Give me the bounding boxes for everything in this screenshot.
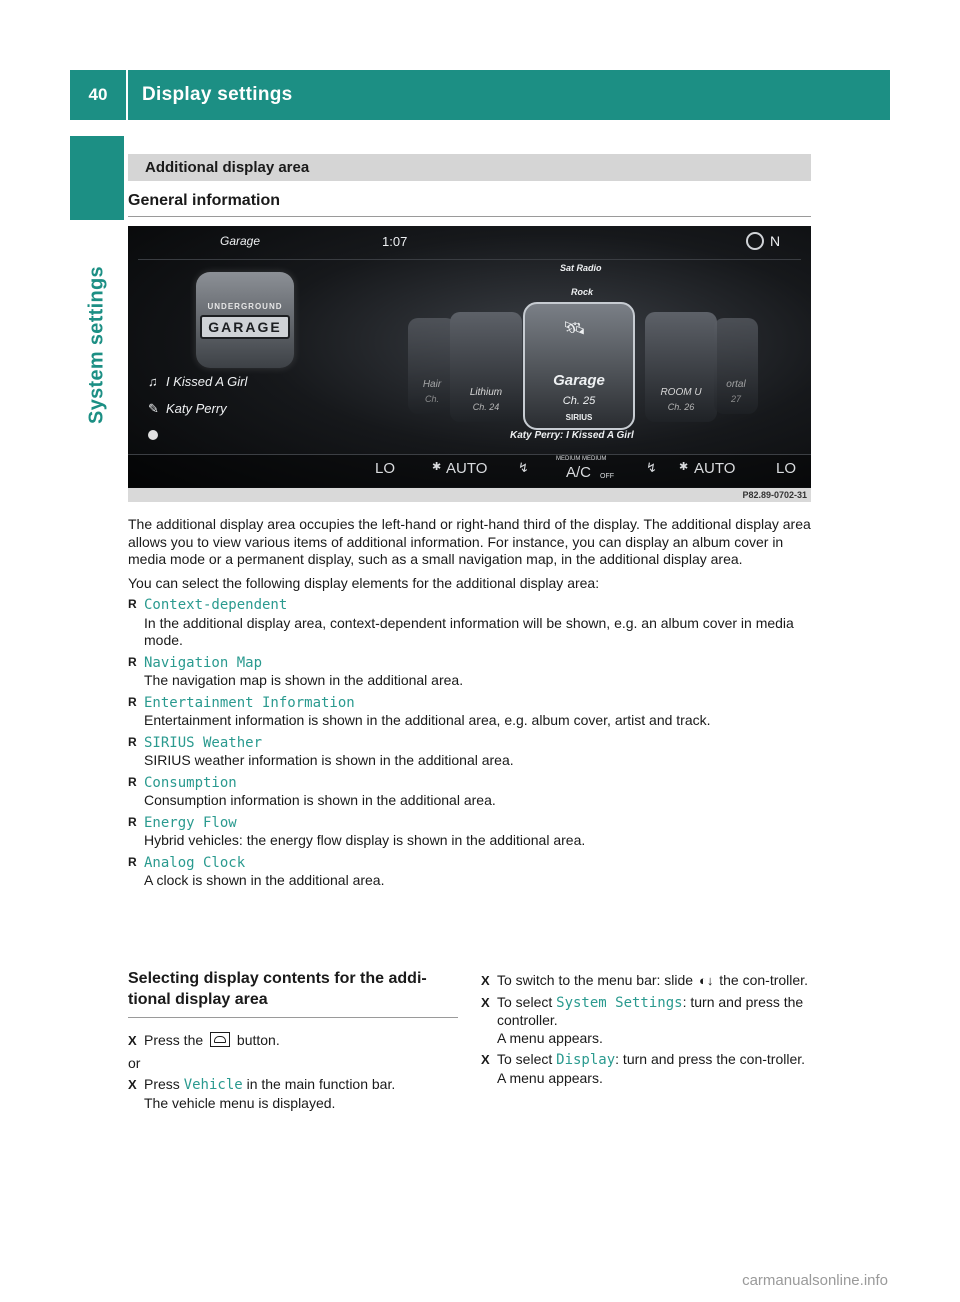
logo-small-text: UNDERGROUND — [207, 301, 283, 311]
active-channel-card[interactable] — [523, 302, 635, 430]
side-chapter-label: System settings — [85, 266, 108, 424]
menu-item-display: Display — [556, 1052, 616, 1068]
option-description: SIRIUS weather information is shown in the additional area. — [144, 752, 514, 768]
main-content — [128, 154, 811, 894]
fan-icon-right: ✱ — [679, 461, 689, 473]
right-column — [481, 972, 811, 1087]
channel-card[interactable] — [714, 318, 758, 414]
channel-number: Ch. — [424, 394, 439, 404]
page-number: 40 — [70, 70, 128, 120]
display-screenshot — [128, 226, 811, 502]
list-item — [128, 694, 811, 730]
left-column — [128, 968, 458, 1112]
screen-category: Sat Radio — [560, 263, 602, 273]
option-name: SIRIUS Weather — [144, 734, 263, 751]
step-result: The vehicle menu is displayed. — [144, 1094, 336, 1111]
menu-item-system-settings: System Settings — [556, 994, 683, 1011]
channel-card[interactable] — [645, 312, 717, 422]
step-text: To select — [497, 993, 553, 1010]
channel-card[interactable] — [450, 312, 522, 422]
compass-icon — [746, 232, 764, 250]
logo-large-text: GARAGE — [200, 315, 289, 339]
step-text: the con-troller. — [719, 972, 808, 988]
list-item — [128, 654, 811, 690]
instruction-step — [128, 1076, 458, 1112]
section-title: Additional display area — [128, 154, 811, 181]
option-name: Analog Clock — [144, 854, 246, 871]
fan-icon: ✱ — [432, 461, 442, 473]
channel-card[interactable] — [408, 318, 456, 414]
menu-item-vehicle: Vehicle — [183, 1077, 243, 1093]
disc-icon — [148, 430, 158, 440]
intro-paragraph: The additional display area occupies the left-hand or right-hand third of the display. The additional display area allows you to view various items of additional information. For instance, you can display an album cover in media mode or a permanent display, such as a small navigation map, in the additional display area. — [128, 516, 811, 567]
channel-number: 27 — [730, 394, 741, 404]
display-element-list — [128, 596, 811, 890]
channel-name: ortal — [726, 379, 746, 390]
song-title: I Kissed A Girl — [166, 374, 248, 389]
watermark: carmanualsonline.info — [742, 1272, 888, 1289]
list-item — [128, 814, 811, 850]
option-description: A clock is shown in the additional area. — [144, 872, 385, 888]
screen-time: 1:07 — [382, 234, 408, 249]
step-result: A menu appears. — [497, 1029, 603, 1046]
step-text: Press the — [144, 1032, 204, 1048]
channel-name: ROOM U — [660, 387, 702, 398]
artist-icon: ✎ — [148, 401, 159, 416]
airflow-icon-right[interactable]: ↯ — [646, 460, 657, 475]
option-name: Entertainment Information — [144, 694, 355, 711]
sirius-brand: SIRIUS — [565, 413, 593, 422]
side-tab — [70, 136, 124, 220]
option-description: The navigation map is shown in the additional area. — [144, 672, 464, 688]
step-result: A menu appears. — [497, 1069, 603, 1086]
option-description: Consumption information is shown in the additional area. — [144, 792, 496, 808]
subsection-title-line: Selecting display contents for the addi- — [128, 970, 427, 987]
ac-level-label: MEDIUM MEDIUM — [556, 456, 607, 462]
channel-number: Ch. 26 — [667, 402, 695, 412]
music-note-icon: ♫ — [148, 374, 158, 389]
or-text: or — [128, 1054, 141, 1071]
controller-slide-down-icon: ◐↓ — [699, 973, 714, 988]
subsection-title: General information — [128, 192, 811, 217]
list-item — [128, 774, 811, 810]
option-description: In the additional display area, context-dependent information will be shown, e.g. an album cover in media mode. — [144, 614, 794, 648]
channel-name: Lithium — [469, 387, 503, 398]
right-climate-mode[interactable]: AUTO — [694, 460, 736, 477]
screen-divider — [138, 259, 801, 260]
step-text: : turn and press the con-troller. — [615, 1051, 806, 1067]
option-name: Consumption — [144, 774, 237, 791]
ac-off-label: OFF — [600, 473, 614, 480]
instruction-step — [481, 972, 811, 990]
left-temp[interactable]: LO — [375, 460, 396, 477]
step-text: : turn and press the controller. — [497, 993, 804, 1028]
option-description: Hybrid vehicles: the energy flow display is shown in the additional area. — [144, 832, 586, 848]
screen-genre: Rock — [571, 287, 594, 297]
list-item — [128, 596, 811, 650]
option-name: Energy Flow — [144, 814, 237, 831]
step-text: To switch to the menu bar: slide — [497, 972, 694, 988]
option-name: Context-dependent — [144, 597, 288, 613]
instruction-step — [128, 1032, 458, 1050]
figure-reference: P82.89-0702-31 — [128, 488, 811, 502]
intro-paragraph: You can select the following display elements for the additional display area: — [128, 574, 600, 591]
step-text: Press — [144, 1076, 180, 1092]
subsection-title-selecting — [128, 968, 458, 1018]
artist-name: Katy Perry — [166, 401, 227, 416]
album-cover — [196, 272, 294, 368]
step-text: in the main function bar. — [246, 1076, 396, 1092]
active-channel-name: Garage — [553, 372, 605, 389]
left-climate-mode[interactable]: AUTO — [446, 460, 488, 477]
option-description: Entertainment information is shown in the additional area, e.g. album cover, artist and track. — [144, 712, 711, 728]
instruction-step — [481, 1051, 811, 1087]
page-header — [70, 70, 890, 120]
right-temp[interactable]: LO — [776, 460, 797, 477]
satellite-icon: 🛰︎ — [563, 318, 586, 338]
channel-number: Ch. 24 — [472, 402, 500, 412]
step-text: To select — [497, 1051, 553, 1067]
option-name: Navigation Map — [144, 654, 263, 671]
airflow-icon[interactable]: ↯ — [518, 460, 529, 475]
step-text: button. — [236, 1032, 280, 1048]
ac-button[interactable]: A/C — [566, 464, 592, 481]
channel-name: Hair — [422, 379, 442, 390]
vehicle-button-icon — [210, 1032, 230, 1047]
list-item — [128, 854, 811, 890]
instruction-step — [481, 994, 811, 1048]
chapter-title: Display settings — [142, 84, 293, 105]
compass-heading: N — [770, 233, 781, 249]
screen-source-label: Garage — [220, 234, 261, 248]
subsection-title-line: tional display area — [128, 991, 268, 1008]
active-channel-number: Ch. 25 — [562, 395, 596, 407]
list-item — [128, 734, 811, 770]
now-playing-text: Katy Perry: I Kissed A Girl — [510, 430, 634, 441]
